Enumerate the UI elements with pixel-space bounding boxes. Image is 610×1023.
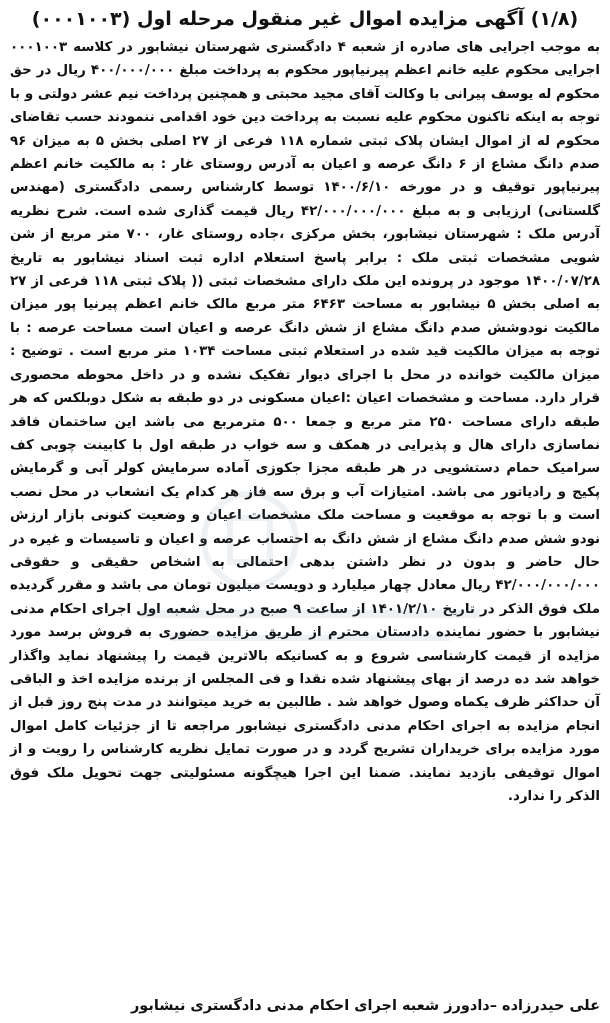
notice-title: (۱/۸) آگهی مزایده اموال غیر منقول مرحله اول (۰۰۰۱۰۰۳) [31, 8, 579, 30]
notice-signature: علی حیدرزاده –دادورز شعبه اجرای احکام مدنی دادگستری نیشابور [130, 998, 600, 1014]
notice-body: به موجب اجرایی های صادره از شعبه ۴ دادگستری شهرستان نیشابور در کلاسه ۰۰۰۱۰۰۳ اجرایی محکوم علیه خانم اعظم پیرنیاپور محکوم به پرداخت مبلغ ۴۰۰/۰۰۰/۰۰۰ ریال در حق محکوم له یوسف پیرانی با وکالت آقای مجید محبتی و همچنین پرداخت نیم عشر دولتی و با توجه به اینکه تاکنون محکوم علیه نسبت به پرداخت دین خود اقدامی ننمودند حسب تقاضای محکوم له از اموال ایشان پلاک ثبتی شماره ۱۱۸ فرعی از ۲۷ اصلی بخش ۵ به میزان ۹۶ صدم دانگ مشاع از ۶ دانگ عرصه و اعیان به آدرس روستای غار : به مالکیت خانم اعظم پیرنیاپور توقیف و در مورخه ۱۴۰۰/۶/۱۰ توسط کارشناس رسمی دادگستری (مهندس گلستانی) ارزیابی و به مبلغ ۴۲/۰۰۰/۰۰۰/۰۰۰ ریال قیمت گذاری شده است. شرح نظریه آدرس ملک : شهرستان نیشابور، بخش مرکزی ،جاده روستای غار، ۷۰۰ متر مربع از شن شویی مشخصات ثبتی ملک : برابر پاسخ استعلام اداره ثبت اسناد نیشابور به تاریخ ۱۴۰۰/۰۷/۲۸ موجود در پرونده این ملک دارای مشخصات ثبتی (( پلاک ثبتی ۱۱۸ فرعی از ۲۷ به اصلی بخش ۵ نیشابور به مساحت ۶۴۶۳ متر مربع مالک خانم اعظم پیرنیا پور میزان مالکیت نودوشش صدم دانگ مشاع از شش دانگ عرصه و اعیان است مساحت عرصه : با توجه به میزان مالکیت قید شده در استعلام ثبتی مساحت ۱۰۳۴ متر مربع است . توضیح : میزان مالکیت خوانده در محل با اجرای دیوار تفکیک نشده و در داخل محوطه محصوری قرار دارد. مساحت و مشخصات اعیان :اعیان مسکونی در دو طبقه به شکل دوبلکس که هر طبقه دارای مساحت ۲۵۰ متر مربع و جمعا ۵۰۰ مترمربع می باشد این ساختمان فاقد نماسازی دارای هال و پذیرایی در همکف و سه خواب در طبقه اول با کابینت چوبی کف سرامیک حمام دستشویی در هر طبقه مجزا جکوزی آماده سرمایش کولر آبی و گرمایش پکیج و رادیاتور می باشد. امتیازات آب و برق سه فاز هر کدام یک انشعاب در محل نصب است و با توجه به موقعیت و مساحت ملک مشخصات اعیان و وضعیت کنونی بازار ارزش نودو شش صدم دانگ مشاع از شش دانگ به احتساب عرصه و اعیان و تاسیسات و غیره در حال حاضر و بدون در نظر داشتن بدهی احتمالی به اشخاص حقیقی و حقوقی ۴۲/۰۰۰/۰۰۰/۰۰۰ ریال معادل چهار میلیارد و دویست میلیون تومان می باشد و مقرر گردیده ملک فوق الذکر در تاریخ ۱۴۰۱/۲/۱۰ از ساعت ۹ صبح در محل شعبه اول اجرای احکام مدنی نیشابور با حضور نماینده دادستان محترم از طریق مزایده حضوری به فروش برسد مورد مزایده از قیمت کارشناسی شروع و به کسانیکه بالاترین قیمت را پیشنهاد نماید واگذار خواهد شد ده درصد از بهای پیشنهاد شده نقدا و فی المجلس از برنده مزایده اخذ و الباقی آن حداکثر ظرف یکماه وصول خواهد شد . طالبین به خرید میتوانند در مدت پنج روز قبل از انجام مزایده به اجرای احکام مدنی دادگستری نیشابور مراجعه تا از جزئیات کامل اموال مورد مزایده برای خریداران تشریح گردد و در صورت تمایل نظریه کارشناس را رویت و از اموال توقیفی بازدید نمایند. ضمنا این اجرا هیچگونه مسئولیتی جهت تحویل ملک فوق الذکر را ندارد. [10, 40, 600, 804]
